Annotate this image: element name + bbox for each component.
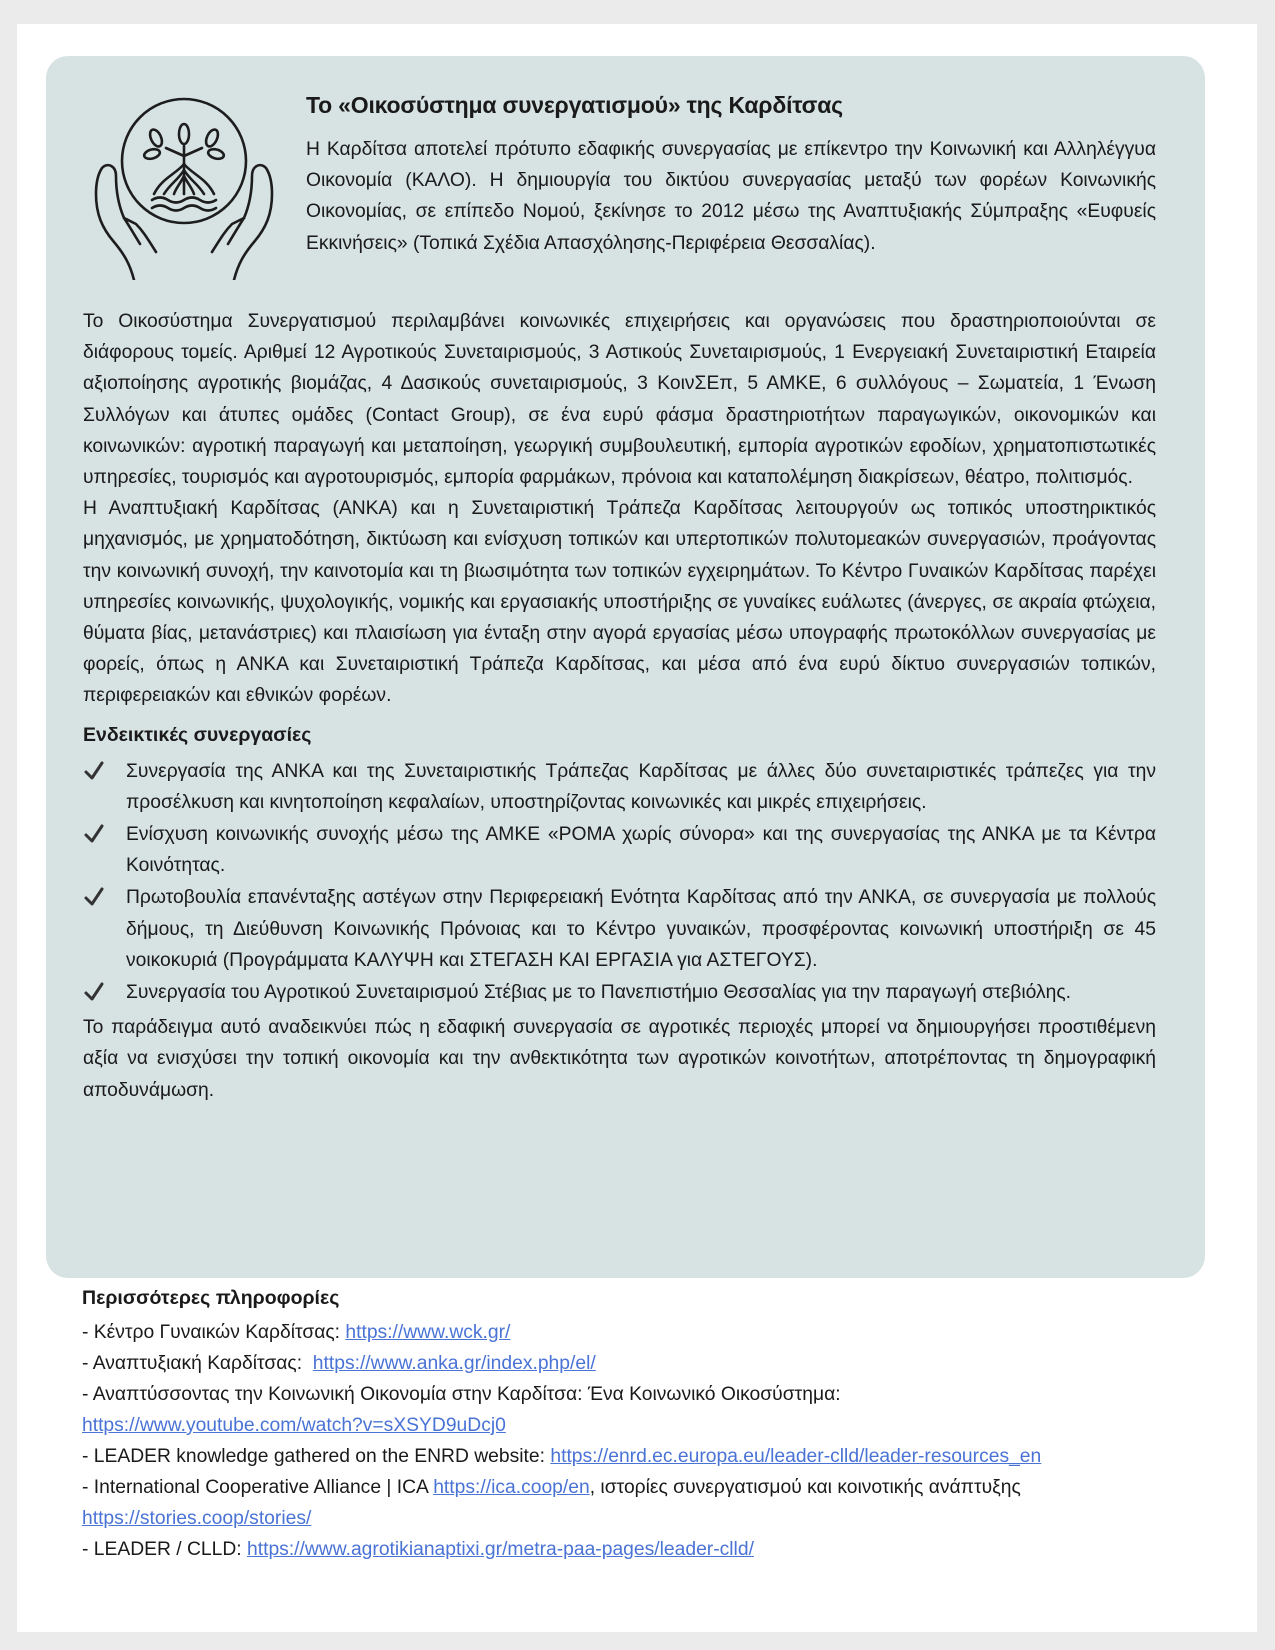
more-info-item [82,1410,1182,1441]
more-info-heading: Περισσότερες πληροφορίες [82,1287,340,1309]
link-stories-coop[interactable]: https://stories.coop/stories/ [82,1508,312,1529]
more-info-section [82,1283,1182,1565]
more-info-label: - Αναπτυξιακή Καρδίτσας: [82,1353,313,1374]
list-item-text: Ενίσχυση κοινωνικής συνοχής μέσω της ΑΜΚΕ «ΡΟΜΑ χωρίς σύνορα» και της συνεργασίας της ΑΝΚΑ με τα Κέντρα Κοινότητας. [126,824,1156,877]
more-info-label: - LEADER / CLLD: [82,1539,248,1560]
intro-paragraph: Η Καρδίτσα αποτελεί πρότυπο εδαφικής συνεργασίας με επίκεντρο την Κοινωνική και Αλληλέγγυα Οικονομία (ΚΑΛΟ). Η δημιουργία του δικτύου συνεργασίας μεταξύ των φορέων Κοινωνικής Οικονομίας, σε επίπεδο Νομού, ξεκίνησε το 2012 μέσω της Αναπτυξιακής Σύμπραξης «Ευφυείς Εκκινήσεις» (Τοπικά Σχέδια Απασχόλησης-Περιφέρεια Θεσσαλίας). [306,139,1156,254]
box-title: Το «Οικοσύστημα συνεργατισμού» της Καρδίτσας [306,92,843,118]
list-item-text: Πρωτοβουλία επανένταξης αστέγων στην Περιφερειακή Ενότητα Καρδίτσας από την ΑΝΚΑ, σε συνεργασία με πολλούς δήμους, τη Διεύθυνση Κοινωνικής Πρόνοιας και το Κέντρο γυναικών, προσφέροντας κοινωνική υποστήριξη σε 45 νοικοκυριά (Προγράμματα ΚΑΛΥΨΗ και ΣΤΕΓΑΣΗ ΚΑΙ ΕΡΓΑΣΙΑ για ΑΣΤΕΓΟΥΣ). [126,887,1156,971]
link-ica[interactable]: https://ica.coop/en [433,1477,590,1498]
link-wck[interactable]: https://www.wck.gr/ [345,1322,511,1343]
link-agrotikianaptixi[interactable]: https://www.agrotikianaptixi.gr/metra-paa-pages/leader-clld/ [247,1539,754,1560]
more-info-label: - International Cooperative Alliance | ICA [82,1477,434,1498]
paragraph-ecosystem: Το Οικοσύστημα Συνεργατισμού περιλαμβάνει κοινωνικές επιχειρήσεις και οργανώσεις που δραστηριοποιούνται σε διάφορους τομείς. Αριθμεί 12 Αγροτικούς Συνεταιρισμούς, 3 Αστικούς Συνεταιρισμούς, 1 Ενεργειακή Συνεταιριστική Εταιρεία αξιοποίησης αγροτικής βιομάζας, 4 Δασικούς συνεταιρισμούς, 3 ΚοινΣΕπ, 5 ΑΜΚΕ, 6 συλλόγους – Σωματεία, 1 Ένωση Συλλόγων και άτυπες ομάδες (Contact Group), σε ένα ευρύ φάσμα δραστηριοτήτων παραγωγικών, οικονομικών και κοινωνικών: αγροτική παραγωγή και μεταποίηση, γεωργική συμβουλευτική, εμπορία αγροτικών εφοδίων, χρηματοπιστωτικές υπηρεσίες, τουρισμός και αγροτουρισμός, εμπορία φαρμάκων, πρόνοια και καταπολέμηση διακρίσεων, θέατρο, πολιτισμός. [83,311,1156,489]
checkmark-icon [83,980,105,1004]
checkmark-icon [83,885,105,909]
hands-holding-tree-icon [84,94,284,280]
case-study-box [46,56,1205,1278]
link-enrd[interactable]: https://enrd.ec.europa.eu/leader-clld/leader-resources_en [550,1446,1042,1467]
intro-paragraph-container [306,134,1156,259]
checkmark-icon [83,759,105,783]
list-item [83,756,1156,818]
list-item [83,977,1156,1008]
more-info-label: - Αναπτύσσοντας την Κοινωνική Οικονομία στην Καρδίτσα: Ένα Κοινωνικό Οικοσύστημα: [82,1384,841,1405]
link-anka[interactable]: https://www.anka.gr/index.php/el/ [312,1353,596,1374]
examples-list [83,756,1156,1009]
more-info-label: - Κέντρο Γυναικών Καρδίτσας: [82,1322,346,1343]
list-item-text: Συνεργασία του Αγροτικού Συνεταιρισμού Στέβιας με το Πανεπιστήμιο Θεσσαλίας για την παραγωγή στεβιόλης. [126,982,1071,1004]
box-body [83,306,1156,1106]
checkmark-icon [83,822,105,846]
more-info-item [82,1472,1182,1503]
list-item [83,819,1156,881]
examples-heading: Ενδεικτικές συνεργασίες [83,723,312,746]
conclusion-paragraph: Το παράδειγμα αυτό αναδεικνύει πώς η εδαφική συνεργασία σε αγροτικές περιοχές μπορεί να δημιουργήσει προστιθέμενη αξία να ενισχύσει την τοπική οικονομία και την ανθεκτικότητα των αγροτικών κοινοτήτων, αποτρέποντας τη δημογραφική αποδυνάμωση. [83,1017,1156,1101]
more-info-item [82,1503,1182,1534]
more-info-item [82,1534,1182,1565]
more-info-item [82,1317,1182,1348]
more-info-suffix: , ιστορίες συνεργατισμού και κοινοτικής ανάπτυξης [589,1477,1021,1498]
list-item [83,882,1156,976]
link-youtube[interactable]: https://www.youtube.com/watch?v=sXSYD9uDcj0 [82,1415,506,1436]
more-info-item [82,1441,1182,1472]
paragraph-support-mechanism: Η Αναπτυξιακή Καρδίτσας (ΑΝΚΑ) και η Συνεταιριστική Τράπεζα Καρδίτσας λειτουργούν ως τοπικός υποστηρικτικός μηχανισμός, με χρηματοδότηση, δικτύωση και ενίσχυση τοπικών και υπερτοπικών πολυτομεακών συνεργασιών, προάγοντας την κοινωνική συνοχή, την καινοτομία και τη βιωσιμότητα των τοπικών εγχειρημάτων. Το Κέντρο Γυναικών Καρδίτσας παρέχει υπηρεσίες κοινωνικής, ψυχολογικής, νομικής και εργασιακής υποστήριξης σε γυναίκες ευάλωτες (άνεργες, σε ακραία φτώχεια, θύματα βίας, μετανάστριες) και πλαισίωση για ένταξη στην αγορά εργασίας μέσω υπογραφής πρωτοκόλλων συνεργασίας με φορείς, όπως η ΑΝΚΑ και Συνεταιριστική Τράπεζα Καρδίτσας, και μέσα από ένα ευρύ δίκτυο συνεργασιών τοπικών, περιφερειακών και εθνικών φορέων. [83,498,1156,707]
more-info-item [82,1348,1182,1379]
more-info-item [82,1379,1182,1410]
list-item-text: Συνεργασία της ΑΝΚΑ και της Συνεταιριστικής Τράπεζας Καρδίτσας με άλλες δύο συνεταιριστικές τράπεζες για την προσέλκυση και κινητοποίηση κεφαλαίων, υποστηρίζοντας κοινωνικές και μικρές επιχειρήσεις. [126,760,1156,813]
more-info-label: - LEADER knowledge gathered on the ENRD website: [82,1446,551,1467]
